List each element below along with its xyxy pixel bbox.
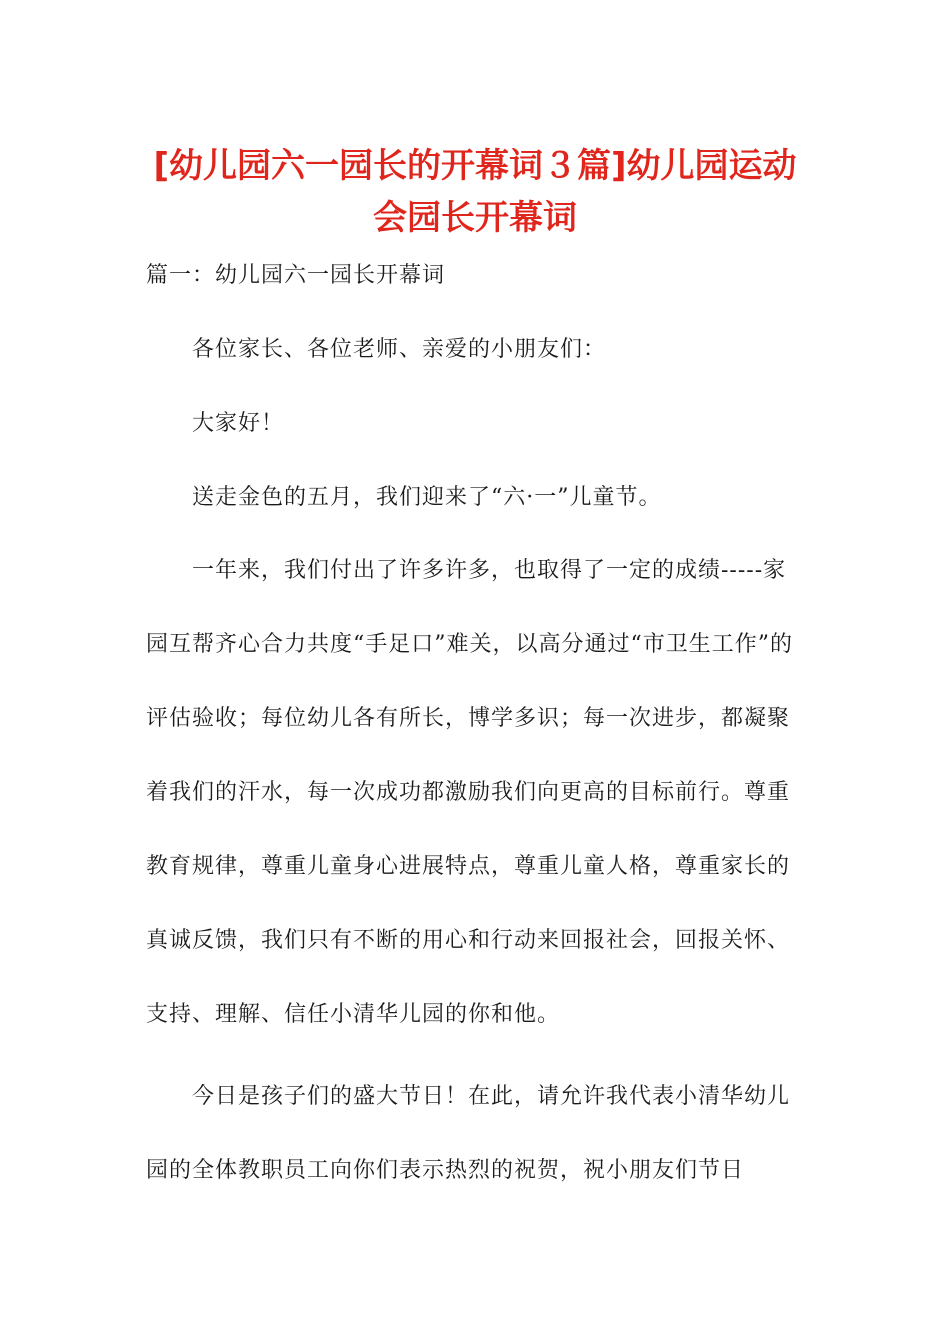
paragraph-greeting: 各位家长、各位老师、亲爱的小朋友们： — [192, 337, 607, 362]
title-line-1: [幼儿园六一园长的开幕词３篇]幼儿园运动 — [153, 146, 797, 186]
paragraph-festival: 今日是孩子们的盛大节日！在此，请允许我代表小清华幼儿园的全体教职员工向你们表示热烈的祝贺，祝小朋友们节日 — [146, 1084, 791, 1183]
paragraph-achievements: 一年来，我们付出了许多许多，也取得了一定的成绩-----家园互帮齐心合力共度“手足口”难关，以高分通过“市卫生工作”的评估验收；每位幼儿各有所长，博学多识；每一次进步，都凝聚着我们的汗水，每一次成功都激励我们向更高的目标前行。尊重教育规律，尊重儿童身心进展特点，尊重儿童人格，尊重家长的真诚反馈，我们只有不断的用心和行动来回报社会，回报关怀、支持、理解、信任小清华儿园的你和他。 — [146, 558, 793, 1027]
title-line-2: 会园长开幕词 — [373, 198, 577, 238]
paragraph-intro: 送走金色的五月，我们迎来了“六·一”儿童节。 — [192, 485, 662, 510]
paragraph-hello: 大家好！ — [192, 411, 285, 436]
section-heading: 篇一：幼儿园六一园长开幕词 — [146, 263, 446, 288]
document-title — [120, 140, 830, 244]
document-body — [146, 248, 806, 1226]
